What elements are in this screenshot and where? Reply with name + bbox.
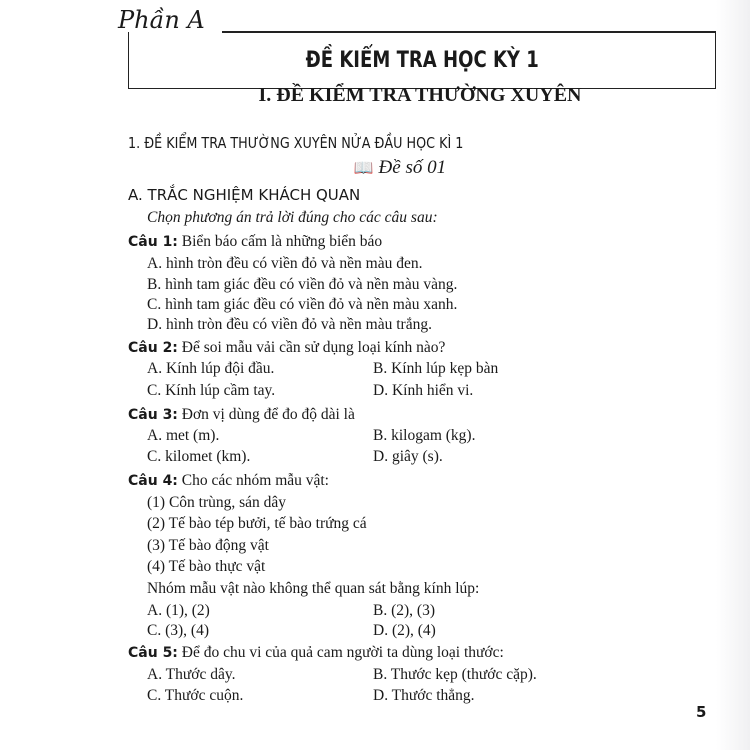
q4-option-d: D. (2), (4)	[373, 622, 436, 639]
q4-item-1: (1) Côn trùng, sán dây	[147, 494, 287, 511]
q4-option-b: B. (2), (3)	[373, 602, 435, 619]
question-4: Câu 4: Cho các nhóm mẫu vật:	[128, 472, 329, 489]
q4-option-c: C. (3), (4)	[147, 622, 209, 639]
q2-option-c: C. Kính lúp cầm tay.	[147, 382, 276, 399]
q3-option-d: D. giây (s).	[373, 448, 443, 465]
q3-option-b: B. kilogam (kg).	[373, 427, 476, 444]
q4-item-4: (4) Tế bào thực vật	[147, 558, 266, 575]
q1-option-a: A. hình tròn đều có viền đỏ và nền màu đen.	[147, 255, 423, 272]
question-1: Câu 1: Biển báo cấm là những biển báo	[128, 233, 383, 250]
page-edge-shadow	[716, 0, 750, 750]
q2-option-d: D. Kính hiển vi.	[373, 382, 474, 399]
q1-option-c: C. hình tam giác đều có viền đỏ và nền màu xanh.	[147, 296, 458, 313]
q1-option-b: B. hình tam giác đều có viền đỏ và nền màu vàng.	[147, 276, 458, 293]
q5-option-d: D. Thước thẳng.	[373, 687, 475, 704]
subsection-title: 1. ĐỀ KIỂM TRA THƯỜNG XUYÊN NỬA ĐẦU HỌC KÌ 1	[128, 134, 464, 152]
part-label: Phần A	[118, 6, 205, 34]
q4-option-a: A. (1), (2)	[147, 602, 210, 619]
q1-option-d: D. hình tròn đều có viền đỏ và nền màu trắng.	[147, 316, 432, 333]
q3-option-a: A. met (m).	[147, 427, 220, 444]
book-icon: 📖	[353, 160, 374, 177]
exam-label-text: Đề số 01	[378, 157, 447, 178]
q4-item-2: (2) Tế bào tép bưởi, tế bào trứng cá	[147, 515, 367, 532]
instruction: Chọn phương án trả lời đúng cho các câu sau:	[147, 209, 438, 226]
page-title: ĐỀ KIỂM TRA HỌC KỲ 1	[305, 47, 539, 73]
q5-option-b: B. Thước kẹp (thước cặp).	[373, 666, 537, 683]
q4-prompt: Nhóm mẫu vật nào không thể quan sát bằng kính lúp:	[147, 580, 480, 597]
q2-option-b: B. Kính lúp kẹp bàn	[373, 360, 499, 377]
part-a-title: A. TRẮC NGHIỆM KHÁCH QUAN	[128, 186, 361, 204]
q5-option-c: C. Thước cuộn.	[147, 687, 244, 704]
q2-option-a: A. Kính lúp đội đầu.	[147, 360, 275, 377]
exam-label	[0, 157, 750, 179]
question-2: Câu 2: Để soi mẫu vải cần sử dụng loại kính nào?	[128, 339, 446, 356]
title-box	[128, 32, 716, 89]
section-title: I. ĐỀ KIỂM TRA THƯỜNG XUYÊN	[258, 84, 582, 106]
page-number: 5	[696, 703, 707, 721]
question-5: Câu 5: Để đo chu vi của quả cam người ta dùng loại thước:	[128, 644, 504, 661]
question-3: Câu 3: Đơn vị dùng để đo độ dài là	[128, 406, 355, 423]
q4-item-3: (3) Tế bào động vật	[147, 537, 269, 554]
q3-option-c: C. kilomet (km).	[147, 448, 251, 465]
q5-option-a: A. Thước dây.	[147, 666, 236, 683]
